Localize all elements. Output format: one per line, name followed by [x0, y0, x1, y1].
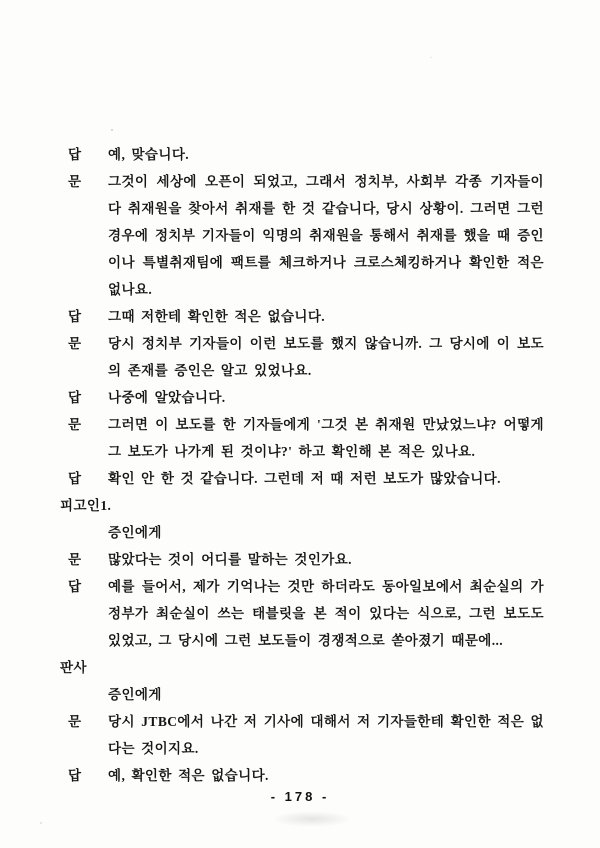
scan-smudge	[272, 811, 352, 827]
speaker-label: 문	[68, 417, 82, 432]
speaker-label: 답	[68, 768, 82, 783]
scan-speckle	[111, 129, 113, 131]
speaker-heading: 피고인1.	[60, 498, 112, 513]
qa-text: 많았다는 것이 어디를 말하는 것인가요.	[108, 552, 352, 567]
qa-text: 나중에 알았습니다.	[108, 390, 226, 405]
qa-text: 그것이 세상에 오픈이 되었고, 그래서 정치부, 사회부 각종 기자들이 다 취재원을 찾아서 취재를 한 것 같습니다, 당시 상황이. 그러면 그런 경우에 정치부 기자들이 익명의 취재원을 통해서 취재를 했을 때 증인이나 특별취재팀에 팩트를 체크하거나 크로스체킹하거나 확인한 적은 없나요.	[108, 174, 544, 297]
qa-text: 확인 안 한 것 같습니다. 그런데 저 때 저런 보도가 많았습니다.	[108, 471, 501, 486]
qa-block	[68, 573, 544, 654]
transcript-body	[60, 141, 544, 789]
scan-speckle	[430, 57, 432, 58]
qa-text: 예, 맞습니다.	[108, 147, 190, 162]
speaker-label: 답	[68, 390, 82, 405]
qa-block	[68, 465, 544, 492]
speaker-label: 문	[68, 552, 82, 567]
qa-block	[68, 546, 544, 573]
speaker-label: 답	[68, 147, 82, 162]
qa-text: 예, 확인한 적은 없습니다.	[108, 768, 269, 783]
page-number: - 178 -	[270, 789, 330, 804]
qa-text: 당시 정치부 기자들이 이런 보도를 했지 않습니까. 그 당시에 이 보도의 존재를 증인은 알고 있었나요.	[108, 336, 544, 378]
qa-text: 당시 JTBC에서 나간 저 기사에 대해서 저 기자들한테 확인한 적은 없다는 것이지요.	[108, 714, 544, 756]
qa-block	[68, 411, 544, 465]
qa-text: 그러면 이 보도를 한 기자들에게 '그것 본 취재원 만났었느냐? 어떻게 그 보도가 나가게 된 것이냐?' 하고 확인해 본 적은 있나요.	[108, 417, 544, 459]
direction-line: 증인에게	[108, 525, 162, 540]
speaker-label: 문	[68, 714, 82, 729]
qa-block	[68, 384, 544, 411]
speaker-label: 문	[68, 336, 82, 351]
qa-block	[68, 762, 544, 789]
qa-block	[68, 141, 544, 168]
speaker-label: 답	[68, 309, 82, 324]
speaker-label: 답	[68, 579, 82, 594]
speaker-label: 답	[68, 471, 82, 486]
qa-text: 예를 들어서, 제가 기억나는 것만 하더라도 동아일보에서 최순실의 가정부가 최순실이 쓰는 태블릿을 본 적이 있다는 식으로, 그런 보도도 있었고, 그 당시에 그런 보도들이 경쟁적으로 쏟아졌기 때문에...	[108, 579, 544, 648]
qa-block	[68, 708, 544, 762]
speaker-heading: 판사	[60, 660, 87, 675]
qa-block	[68, 303, 544, 330]
qa-text: 그때 저한테 확인한 적은 없습니다.	[108, 309, 326, 324]
scan-speckle	[40, 822, 42, 824]
direction-line: 증인에게	[108, 687, 162, 702]
qa-block	[68, 330, 544, 384]
speaker-label: 문	[68, 174, 82, 189]
qa-block	[68, 168, 544, 303]
